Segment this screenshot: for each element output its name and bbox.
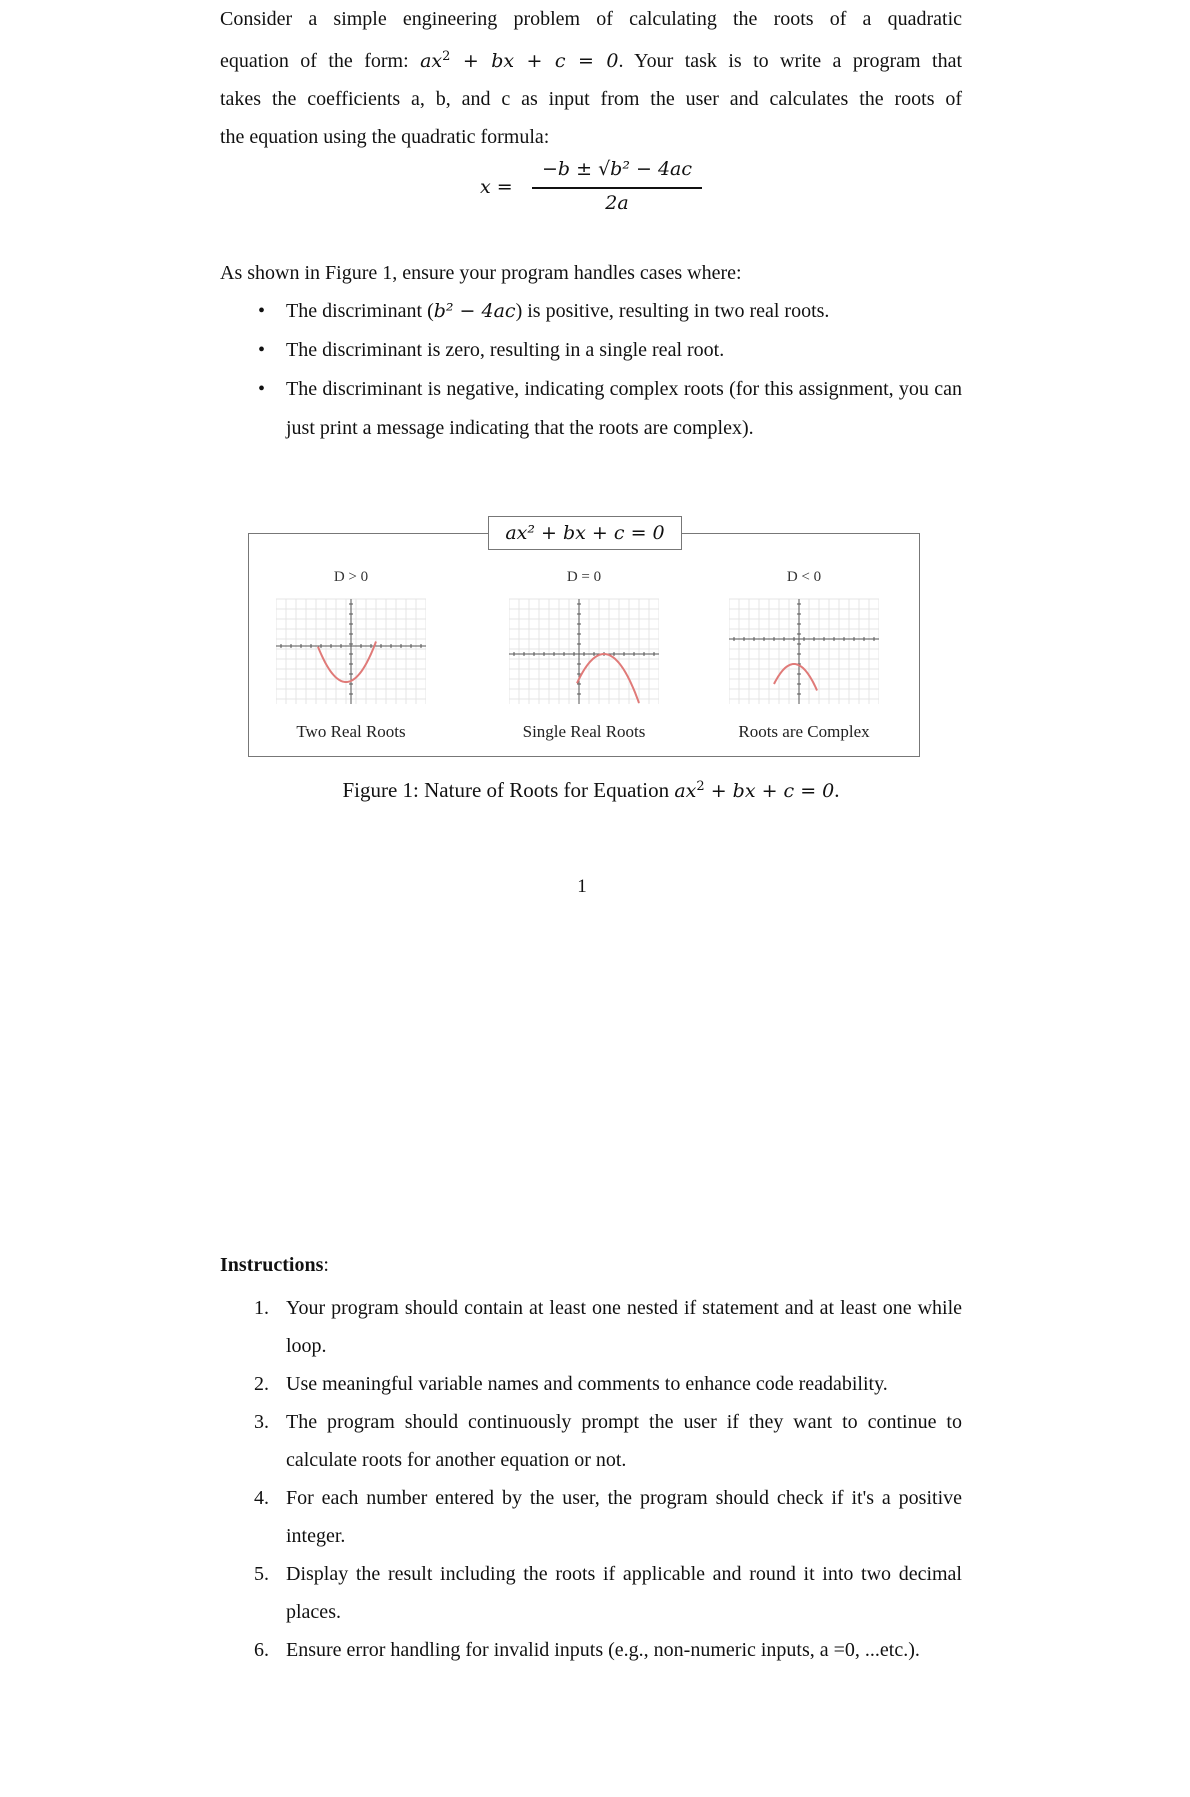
panel-complex-roots bbox=[704, 534, 904, 758]
intro-line-3: takes the coefficients a, b, and c as input from the user and calculates the roots of bbox=[220, 88, 962, 110]
formula-lhs: x = bbox=[480, 176, 513, 198]
panel-caption: Two Real Roots bbox=[296, 722, 406, 741]
parabola-curve bbox=[318, 642, 376, 683]
roots-figure bbox=[248, 533, 920, 757]
quadratic-formula bbox=[480, 158, 700, 222]
panel-caption: Single Real Roots bbox=[522, 722, 646, 741]
panel-single-real-root bbox=[484, 534, 684, 758]
cases-list bbox=[220, 292, 962, 448]
panel-caption: Roots are Complex bbox=[738, 722, 870, 741]
intro-paragraph bbox=[220, 0, 962, 156]
page-number: 1 bbox=[577, 876, 587, 897]
fraction-bar bbox=[532, 187, 702, 189]
inline-equation: $ax^2$ + bx + c = 0 bbox=[420, 49, 619, 72]
intro-line-1: Consider a simple engineering problem of calculating the roots of a quadratic bbox=[220, 8, 962, 30]
list-item: • The discriminant is zero, resulting in a single real root. bbox=[220, 331, 962, 370]
parabola-curve bbox=[774, 664, 817, 691]
figure-caption: Figure 1: Nature of Roots for Equation $ax^2$ + bx + c = 0. bbox=[342, 778, 840, 802]
list-item: 1. Your program should contain at least one nested if statement and at least one while loop. bbox=[254, 1297, 962, 1357]
bullet-icon: • bbox=[258, 300, 266, 322]
bullet-icon: • bbox=[258, 339, 266, 361]
list-item: • The discriminant (b² − 4ac) is positive, resulting in two real roots. bbox=[220, 292, 962, 331]
formula-denominator: 2a bbox=[605, 192, 629, 214]
list-item: 6. Ensure error handling for invalid inputs (e.g., non-numeric inputs, a =0, ...etc.). bbox=[254, 1639, 920, 1661]
panel-label: D > 0 bbox=[333, 569, 369, 585]
instructions-list bbox=[220, 1289, 962, 1669]
formula-numerator: −b ± √b² − 4ac bbox=[541, 158, 693, 180]
list-item: • The discriminant is negative, indicating complex roots (for this assignment, you can just print a message indicating that the roots are complex). bbox=[220, 370, 962, 448]
intro-line-2: equation of the form: $ax^2$ + bx + c = 0. Your task is to write a program that bbox=[220, 49, 963, 72]
list-item: 5. Display the result including the roots if applicable and round it into two decimal places. bbox=[254, 1563, 962, 1623]
figure-title: ax² + bx + c = 0 bbox=[488, 516, 682, 550]
panel-label: D < 0 bbox=[786, 569, 822, 585]
list-item: 4. For each number entered by the user, the program should check if it's a positive integer. bbox=[254, 1487, 962, 1547]
bullet-icon: • bbox=[258, 378, 266, 400]
list-item: 3. The program should continuously prompt the user if they want to continue to calculate roots for another equation or not. bbox=[254, 1411, 962, 1471]
panel-label: D = 0 bbox=[566, 569, 602, 585]
cases-intro: As shown in Figure 1, ensure your program handles cases where: bbox=[220, 262, 742, 284]
graph-negative-discriminant bbox=[729, 594, 879, 709]
list-item: 2. Use meaningful variable names and comments to enhance code readability. bbox=[254, 1373, 888, 1395]
panel-two-real-roots bbox=[251, 534, 451, 758]
graph-positive-discriminant bbox=[276, 594, 426, 709]
intro-line-4: the equation using the quadratic formula: bbox=[220, 126, 550, 148]
graph-zero-discriminant bbox=[509, 594, 659, 709]
instructions-heading: Instructions: bbox=[220, 1254, 329, 1276]
